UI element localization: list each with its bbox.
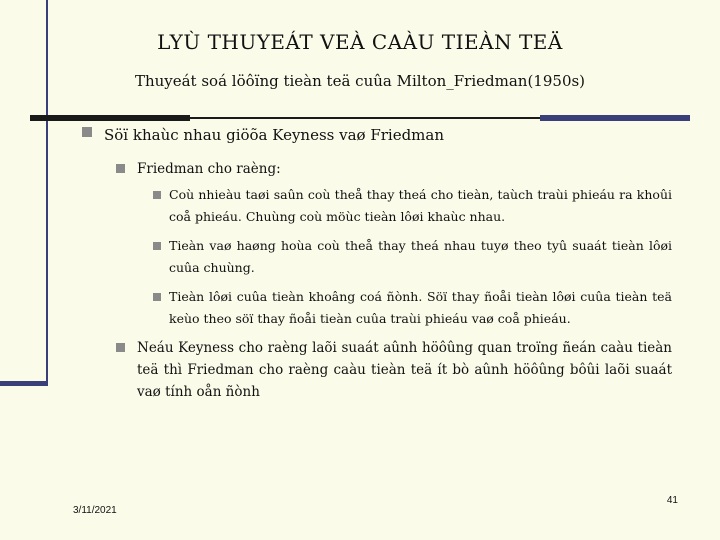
bullet-square-icon: [116, 164, 125, 173]
page-number: 41: [666, 495, 678, 506]
bullet-level3: Coù nhieàu taøi saûn coù theå thay theá cho tieàn, taùch traùi phieáu ra khoûi coå phieáu. Chuùng coù möùc tieàn lôøi khaùc nhau.: [169, 187, 672, 224]
bullet-level3: Tieàn lôøi cuûa tieàn khoâng coá ñònh. Söï thay ñoåi tieàn lôøi cuûa tieàn teä keùo theo söï thay ñoåi tieàn cuûa traùi phieáu vaø coå phieáu.: [169, 289, 672, 326]
left-accent-bar: [0, 381, 46, 386]
bullet-square-icon: [153, 242, 161, 250]
bullet-level1: Söï khaùc nhau giöõa Keyness vaø Friedman: [104, 126, 445, 144]
bullet-square-icon: [116, 343, 125, 352]
bullet-level2: Neáu Keyness cho raèng laõi suaát aûnh höôûng quan troïng ñeán caàu tieàn teä thì Friedman cho raèng caàu tieàn teä ít bò aûnh höôûng bôûi laõi suaát vaø tính oån ñònh: [137, 340, 672, 400]
bullet-level3: Tieàn vaø haøng hoùa coù theå thay theá nhau tuyø theo tyû suaát tieàn lôøi cuûa chuùng.: [169, 238, 672, 275]
title-divider-right-block: [540, 115, 690, 121]
bullet-square-icon: [153, 293, 161, 301]
slide-title: LYÙ THUYEÁT VEÀ CAÀU TIEÀN TEÄ: [157, 30, 563, 54]
bullet-level2: Friedman cho raèng:: [137, 161, 281, 177]
bullet-square-icon: [82, 127, 92, 137]
slide-subtitle: Thuyeát soá löôïng tieàn teä cuûa Milton_Friedman(1950s): [134, 72, 586, 90]
title-divider-left-block: [30, 115, 190, 121]
left-accent-rule: [46, 0, 48, 386]
bullet-square-icon: [153, 191, 161, 199]
footer-date: 3/11/2021: [73, 505, 117, 516]
